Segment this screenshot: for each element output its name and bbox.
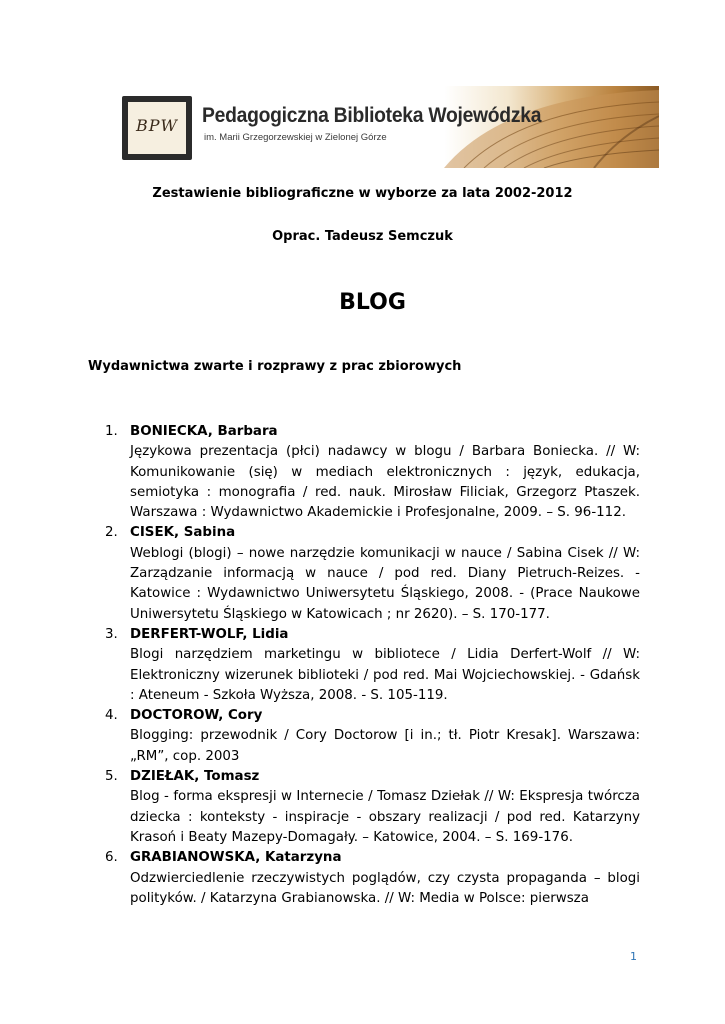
entry-author: GRABIANOWSKA, Katarzyna xyxy=(130,850,342,866)
document-title: BLOG xyxy=(339,290,406,315)
entry-number: 4. xyxy=(105,708,118,724)
entry-number: 5. xyxy=(105,769,118,785)
entry-number: 1. xyxy=(105,424,118,439)
entry-author: DZIEŁAK, Tomasz xyxy=(130,769,260,785)
library-banner xyxy=(122,86,659,168)
entry-author: BONIECKA, Barbara xyxy=(130,424,278,439)
entry-description: Blog - forma ekspresji w Internecie / Tomasz Dziełak // W: Ekspresja twórcza dziecka : konteksty - inspiracje - obszary realizacji / pod red. Katarzyny Krasoń i Beaty Mazepy-Domagały. – Katowice, 2004. – S. 169-176. xyxy=(130,789,640,845)
entry-number: 6. xyxy=(105,850,118,866)
entry-number: 2. xyxy=(105,525,118,541)
section-title: Wydawnictwa zwarte i rozprawy z prac zbiorowych xyxy=(88,359,462,374)
bibliography-entry xyxy=(105,706,640,767)
library-logo xyxy=(122,96,192,160)
bibliography-entry xyxy=(105,848,640,909)
entry-description: Językowa prezentacja (płci) nadawcy w blogu / Barbara Boniecka. // W: Komunikowanie (się) w mediach elektronicznych : język, edukacja, semiotyka : monografia / red. nauk. Mirosław Filiciak, Grzegorz Ptaszek. Warszawa : Wydawnictwo Akademickie i Profesjonalne, 2009. – S. 96-112. xyxy=(130,444,640,521)
entry-author: DERFERT-WOLF, Lidia xyxy=(130,626,289,642)
compiler-line: Oprac. Tadeusz Semczuk xyxy=(272,229,453,244)
bibliography-entry xyxy=(105,767,640,848)
library-subtitle: im. Marii Grzegorzewskiej w Zielonej Górze xyxy=(204,132,387,143)
page-number: 1 xyxy=(630,950,637,963)
bibliography-entry xyxy=(105,523,640,624)
bibliography-list xyxy=(105,422,640,909)
entry-description: Blogging: przewodnik / Cory Doctorow [i in.; tł. Piotr Kresak]. Warszawa: „RM”, cop. 2003 xyxy=(130,728,640,764)
document-heading: Zestawienie bibliograficzne w wyborze za lata 2002-2012 xyxy=(152,186,573,201)
entry-author: CISEK, Sabina xyxy=(130,525,236,541)
bibliography-entry xyxy=(105,625,640,706)
logo-text: BPW xyxy=(136,116,178,135)
entry-description: Odzwierciedlenie rzeczywistych poglądów, czy czysta propaganda – blogi polityków. / Katarzyna Grabianowska. // W: Media w Polsce: pierwsza xyxy=(130,870,640,906)
entry-description: Weblogi (blogi) – nowe narzędzie komunikacji w nauce / Sabina Cisek // W: Zarządzanie informacją w nauce / pod red. Diany Pietruch-Reizes. - Katowice : Wydawnictwo Uniwersytetu Śląskiego, 2008. - (Prace Naukowe Uniwersytetu Śląskiego w Katowicach ; nr 2620). – S. 170-177. xyxy=(130,545,640,622)
library-name: Pedagogiczna Biblioteka Wojewódzka xyxy=(202,104,542,127)
bibliography-entry xyxy=(105,422,640,523)
entry-number: 3. xyxy=(105,626,118,642)
entry-description: Blogi narzędziem marketingu w bibliotece / Lidia Derfert-Wolf // W: Elektroniczny wizerunek biblioteki / pod red. Mai Wojciechowskiej. - Gdańsk : Ateneum - Szkoła Wyższa, 2008. - S. 105-119. xyxy=(130,647,640,703)
entry-author: DOCTOROW, Cory xyxy=(130,708,263,724)
